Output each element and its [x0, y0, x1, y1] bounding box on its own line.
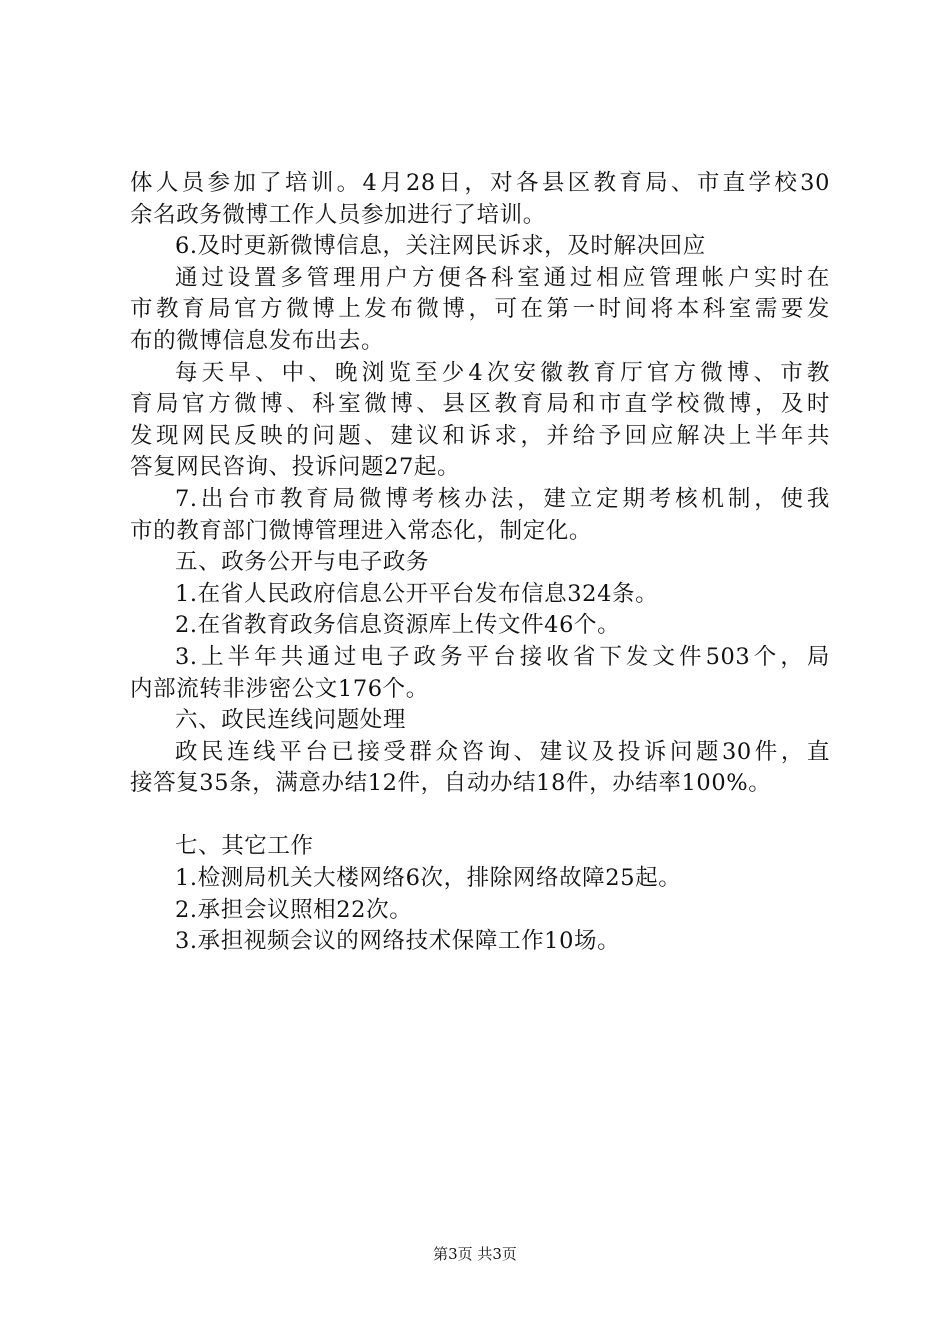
section-heading: 五、政务公开与电子政务 [175, 549, 430, 576]
text-line: 通过设置多管理用户方便各科室通过相应管理帐户实时在 [175, 264, 830, 291]
section-heading: 六、政民连线问题处理 [175, 707, 407, 734]
text-line: 体人员参加了培训。4月28日，对各县区教育局、市直学校30 [130, 170, 830, 196]
list-item: 2.在省教育政务信息资源库上传文件46个。 [175, 612, 621, 639]
text-line: 育局官方微博、科室微博、县区教育局和市直学校微博，及时 [130, 391, 830, 418]
list-item: 2.承担会议照相22次。 [175, 896, 413, 923]
text-line: 接答复35条，满意办结12件，自动办结18件，办结率100%。 [130, 770, 772, 797]
text-line: 余名政务微博工作人员参加进行了培训。 [130, 201, 546, 228]
text-line: 市教育局官方微博上发布微博，可在第一时间将本科室需要发 [130, 296, 830, 323]
list-item: 3.上半年共通过电子政务平台接收省下发文件503个，局 [175, 643, 830, 670]
text-line: 政民连线平台已接受群众咨询、建议及投诉问题30件，直 [175, 738, 830, 765]
text-line: 每天早、中、晚浏览至少4次安徽教育厅官方微博、市教 [175, 359, 830, 386]
list-item: 3.承担视频会议的网络技术保障工作10场。 [175, 928, 621, 955]
item-heading: 7.出台市教育局微博考核办法，建立定期考核机制，使我 [175, 485, 830, 512]
text-line: 答复网民咨询、投诉问题27起。 [130, 454, 461, 481]
text-line: 发现网民反映的问题、建议和诉求，并给予回应解决上半年共 [130, 422, 830, 449]
blank-line [130, 800, 830, 832]
document-body [130, 168, 830, 958]
page-number-footer: 第3页 共3页 [433, 1245, 517, 1263]
item-heading: 6.及时更新微博信息，关注网民诉求，及时解决回应 [175, 233, 706, 260]
section-heading: 七、其它工作 [175, 833, 314, 860]
text-line: 市的教育部门微博管理进入常态化，制定化。 [130, 517, 593, 544]
text-line: 布的微博信息发布出去。 [130, 327, 385, 354]
list-item: 1.在省人民政府信息公开平台发布信息324条。 [175, 580, 659, 607]
list-item: 1.检测局机关大楼网络6次，排除网络故障25起。 [175, 865, 682, 892]
text-line: 内部流转非涉密公文176个。 [130, 675, 429, 702]
